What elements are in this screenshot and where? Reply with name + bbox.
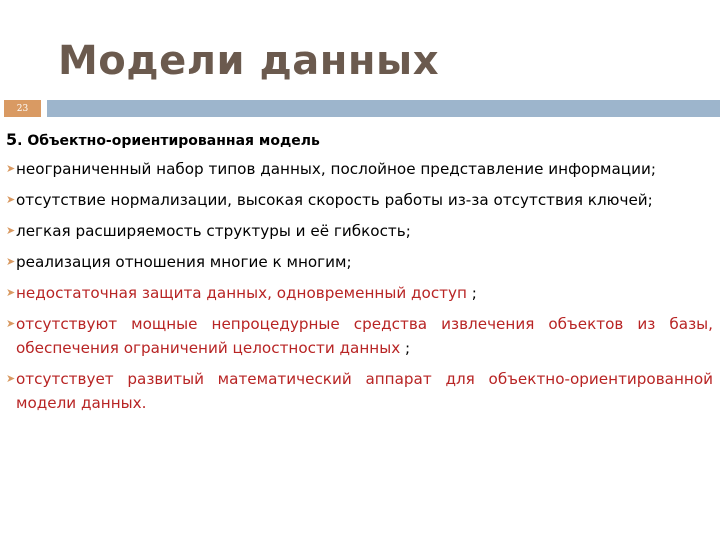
slide-title: Модели данных [58, 38, 440, 84]
arrow-bullet-icon: ➤ [6, 193, 16, 206]
list-item [6, 312, 713, 360]
list-item-suffix: ; [466, 284, 477, 302]
list-item [6, 281, 713, 305]
list-item [6, 250, 713, 274]
arrow-bullet-icon: ➤ [6, 162, 16, 175]
arrow-bullet-icon: ➤ [6, 286, 16, 299]
list-item-suffix: ; [405, 222, 411, 240]
list-item-suffix: ; [647, 191, 653, 209]
list-item [6, 219, 713, 243]
list-item-suffix: ; [346, 253, 352, 271]
list-item-text: отсутствие нормализации, высокая скорость работы из-за отсутствия ключей [16, 191, 648, 209]
arrow-bullet-icon: ➤ [6, 372, 16, 385]
list-item-text: недостаточная защита данных, одновременный доступ [16, 284, 467, 302]
title-divider-bar [47, 100, 720, 117]
list-item-suffix: ; [650, 160, 656, 178]
section-heading-text: . Объектно-ориентированная модель [17, 133, 320, 149]
arrow-bullet-icon: ➤ [6, 224, 16, 237]
list-item [6, 157, 713, 181]
list-item [6, 367, 713, 415]
section-heading-number: 5 [6, 130, 18, 149]
list-item-suffix: ; [400, 339, 411, 357]
slide-content [6, 128, 713, 422]
slide-number-badge: 23 [4, 100, 41, 117]
arrow-bullet-icon: ➤ [6, 255, 16, 268]
list-item-text: реализация отношения многие к многим [16, 253, 347, 271]
list-item-text: отсутствует развитый математический аппарат для объектно-ориентированной модели данных. [16, 370, 713, 412]
section-heading [6, 128, 713, 153]
list-item-text: легкая расширяемость структуры и её гибкость [16, 222, 406, 240]
arrow-bullet-icon: ➤ [6, 317, 16, 330]
list-item-text: неограниченный набор типов данных, послойное представление информации [16, 160, 651, 178]
list-item [6, 188, 713, 212]
list-item-text: отсутствуют мощные непроцедурные средства извлечения объектов из базы, обеспечения ограничений целостности данных [16, 315, 713, 357]
